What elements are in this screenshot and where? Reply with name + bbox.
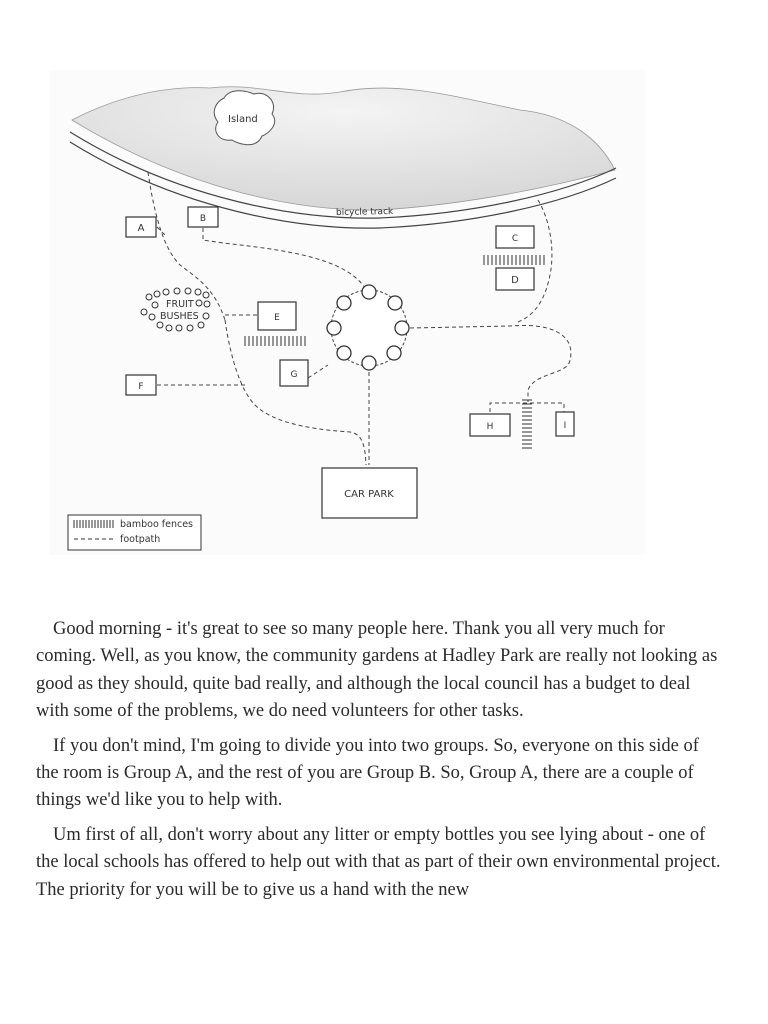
legend [68,515,201,550]
paragraph: Um first of all, don't worry about any litter or empty bottles you see lying about - one of the local schools has offered to help out with that as part of their own environmental project. The priority for you will be to give us a hand with the new [36,824,721,900]
transcript [36,616,726,911]
box-i [556,412,574,436]
box-g-label: G [290,370,298,380]
park-map [40,60,660,570]
box-d [496,268,534,290]
bicycle-track-label: bicycle track [335,207,394,218]
box-g [280,360,308,386]
box-a [126,217,156,237]
paragraph: Good morning - it's great to see so many people here. Thank you all very much for coming. Well, as you know, the community gardens at Hadley Park are really not looking as good as they should, quite bad really, and although the local council has a budget to deal with some of the problems, we do need volunteers for other tasks. [36,619,718,722]
fruit-bushes-label: FRUIT [166,299,194,310]
fruit-bushes-label-2: BUSHES [160,311,199,322]
box-c-label: C [511,234,519,244]
box-b [188,207,218,227]
car-park-label: CAR PARK [344,489,394,500]
box-i-label: I [563,421,567,431]
box-c [496,226,534,248]
paragraph: If you don't mind, I'm going to divide you into two groups. So, everyone on this side of the room is Group A, and the rest of you are Group B. So, Group A, there are a couple of things we'd like you to help with. [36,735,699,811]
box-h [470,414,510,436]
box-f-label: F [138,382,144,392]
box-e-label: E [274,313,280,323]
island-label: Island [228,114,258,125]
car-park [322,468,417,518]
legend-footpath-label: footpath [120,534,161,545]
legend-fences-label: bamboo fences [120,519,194,530]
box-d-label: D [511,275,519,286]
box-a-label: A [137,223,145,234]
box-e [258,302,296,330]
box-h-label: H [486,422,494,432]
box-f [126,375,156,395]
box-b-label: B [199,214,207,224]
